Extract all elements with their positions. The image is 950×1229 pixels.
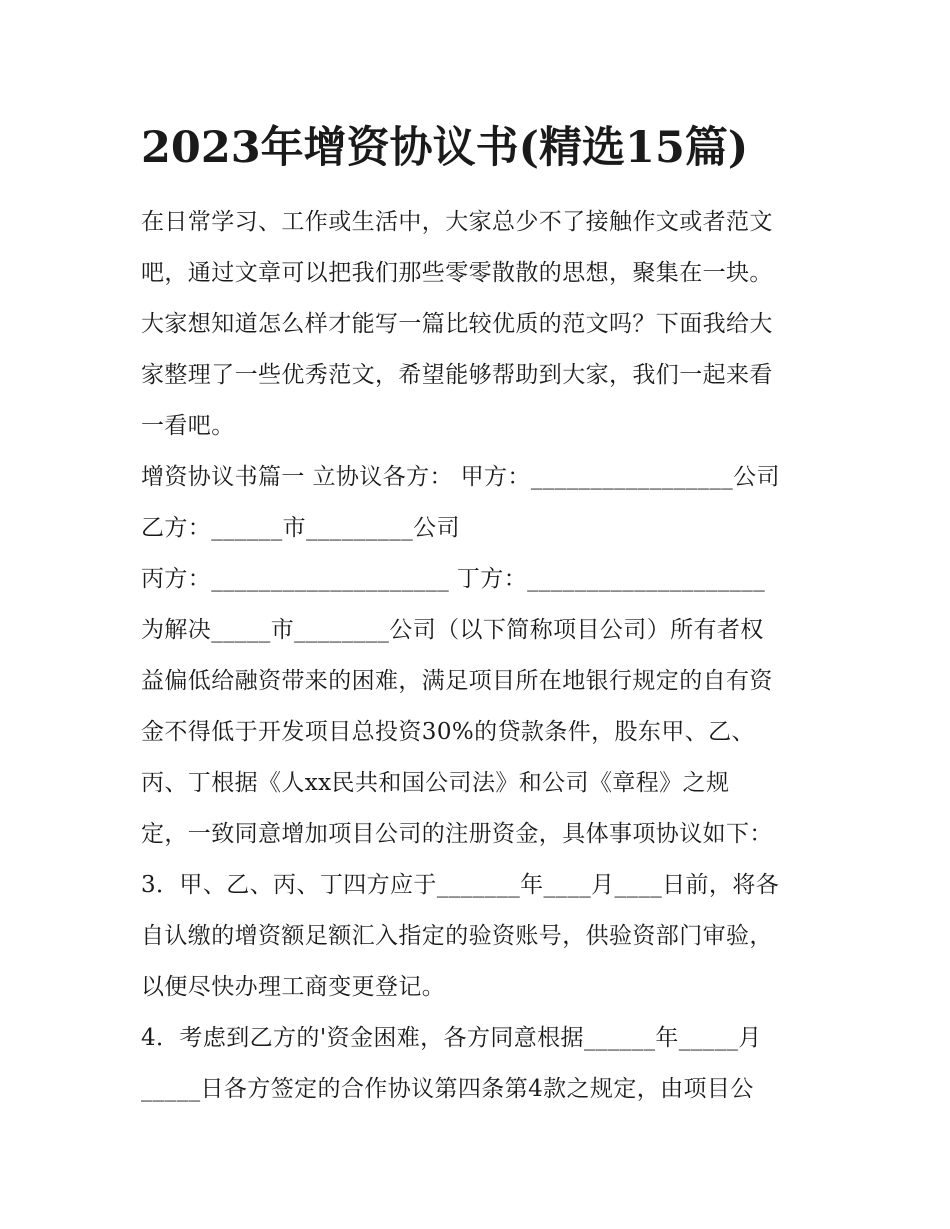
intro-line-3: 大家想知道怎么样才能写一篇比较优质的范文吗？下面我给大 (141, 311, 773, 337)
intro-line-1: 在日常学习、工作或生活中，大家总少不了接触作文或者范文 (141, 209, 773, 235)
document-title: 2023年增资协议书(精选15篇) (141, 123, 749, 173)
body-line-2: 益偏低给融资带来的困难，满足项目所在地银行规定的自有资 (141, 668, 773, 694)
intro-line-5: 一看吧。 (141, 413, 235, 439)
party-b-line: 乙方：______市_________公司 (141, 515, 460, 541)
clause-4-line-2: _____日各方签定的合作协议第四条第4款之规定，由项目公 (141, 1076, 754, 1102)
clause-4-line-1: 4．考虑到乙方的'资金困难，各方同意根据______年_____月 (141, 1025, 762, 1051)
party-c-d-line: 丙方：____________________ 丁方：____________________ (141, 566, 766, 592)
parties-line: 增资协议书篇一 立协议各方： 甲方：_________________公司 (141, 464, 780, 490)
body-line-3: 金不得低于开发项目总投资30%的贷款条件，股东甲、乙、 (141, 719, 755, 745)
body-line-1: 为解决_____市________公司（以下简称项目公司）所有者权 (141, 617, 764, 643)
clause-3-line-2: 自认缴的增资额足额汇入指定的验资账号，供验资部门审验， (141, 923, 773, 949)
clause-3-line-3: 以便尽快办理工商变更登记。 (141, 974, 446, 1000)
body-line-5: 定，一致同意增加项目公司的注册资金，具体事项协议如下： (141, 821, 773, 847)
clause-3-line-1: 3．甲、乙、丙、丁四方应于_______年____月____日前，将各 (141, 872, 780, 898)
intro-line-2: 吧，通过文章可以把我们那些零零散散的思想，聚集在一块。 (141, 260, 773, 286)
intro-line-4: 家整理了一些优秀范文，希望能够帮助到大家，我们一起来看 (141, 362, 773, 388)
body-line-4: 丙、丁根据《人xx民共和国公司法》和公司《章程》之规 (141, 770, 730, 796)
